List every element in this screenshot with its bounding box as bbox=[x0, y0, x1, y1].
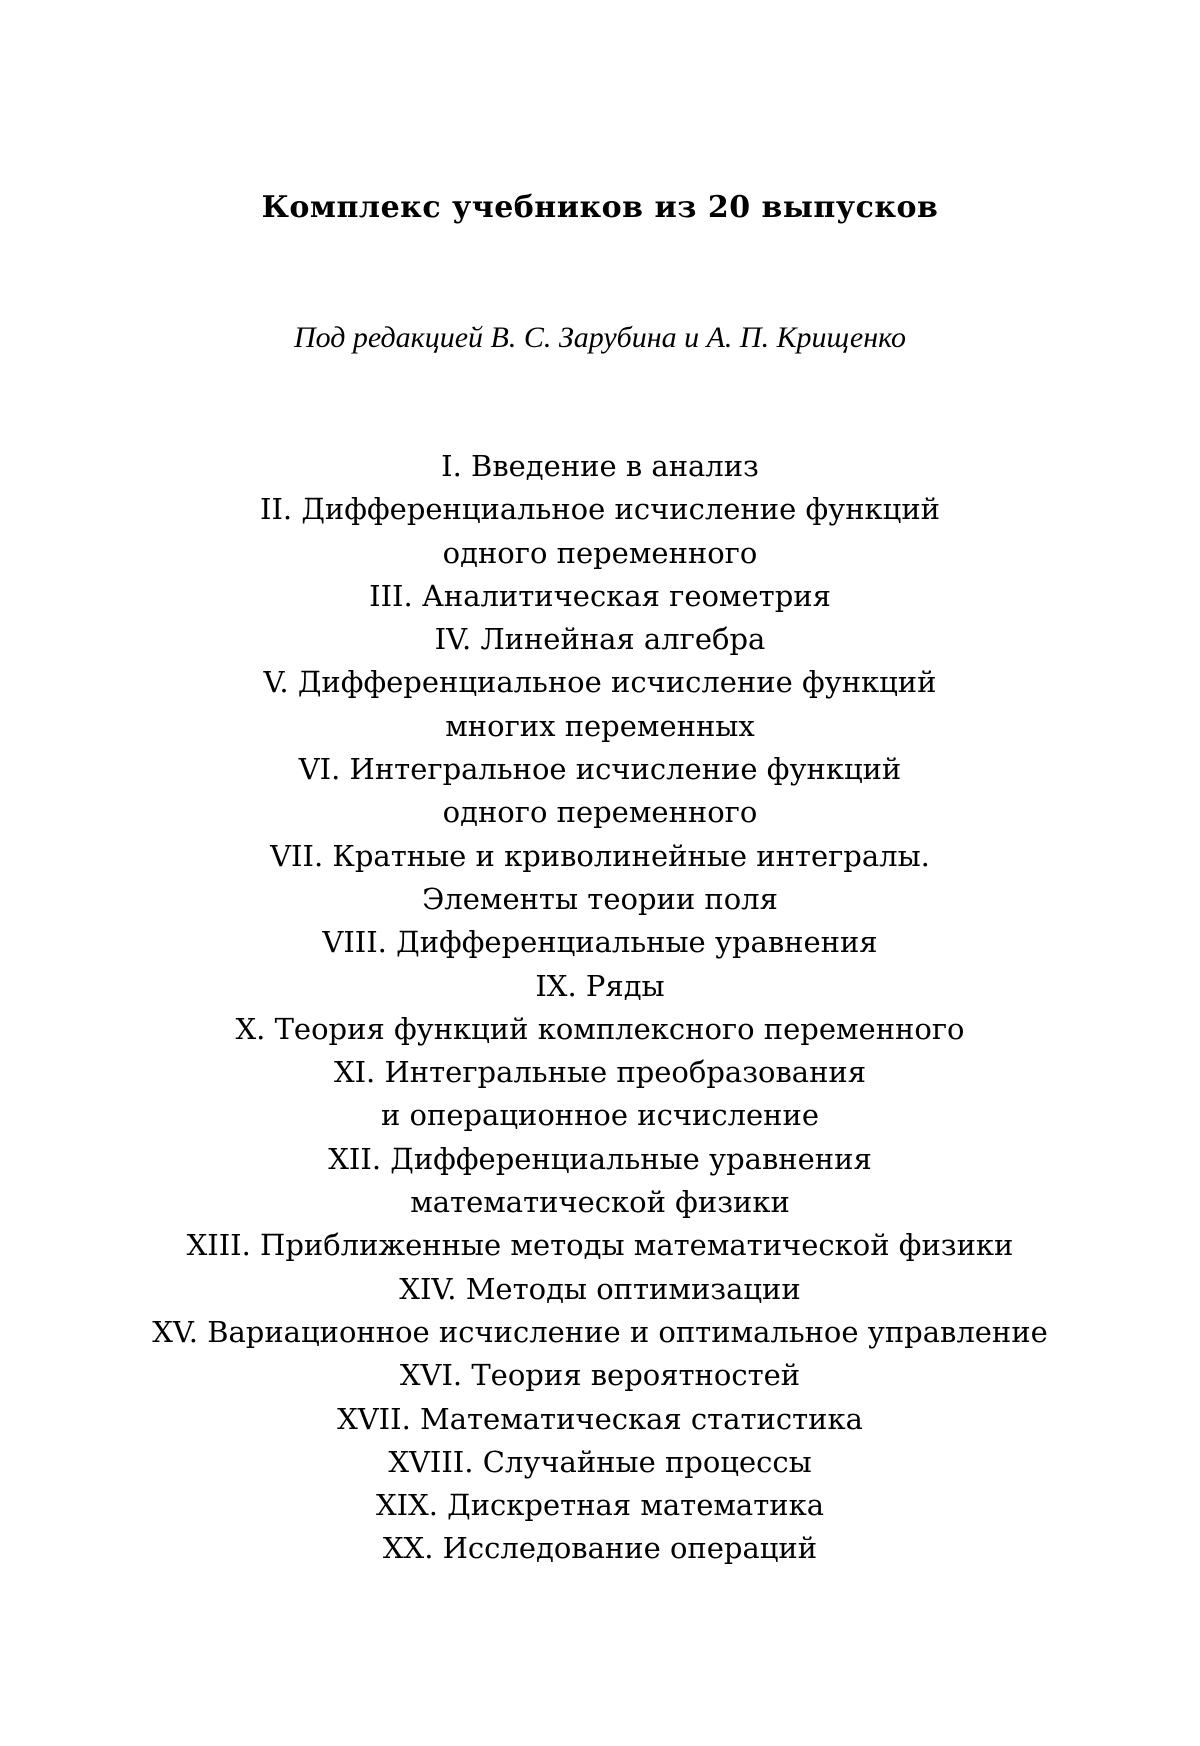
volume-item bbox=[0, 1441, 1200, 1484]
volume-line: XX. Исследование операций bbox=[382, 1531, 818, 1566]
volume-line: многих переменных bbox=[445, 708, 755, 743]
volume-line: XVIII. Случайные процессы bbox=[388, 1444, 812, 1479]
volume-item bbox=[0, 445, 1200, 488]
volume-line: X. Теория функций комплексного переменного bbox=[235, 1011, 965, 1046]
volume-line: II. Дифференциальное исчисление функций bbox=[260, 492, 940, 527]
volume-item bbox=[0, 748, 1200, 835]
volume-list bbox=[0, 445, 1200, 1571]
volume-line: XI. Интегральные преобразования bbox=[333, 1055, 867, 1090]
volume-line: XIII. Приближенные методы математической физики bbox=[186, 1228, 1014, 1263]
volume-line: Элементы теории поля bbox=[422, 881, 778, 916]
volume-item bbox=[0, 1224, 1200, 1267]
volume-item bbox=[0, 965, 1200, 1008]
volume-item bbox=[0, 835, 1200, 922]
volume-item bbox=[0, 1354, 1200, 1397]
volume-line: VIII. Дифференциальные уравнения bbox=[322, 925, 878, 960]
volume-item bbox=[0, 1051, 1200, 1138]
volume-line: XIV. Методы оптимизации bbox=[399, 1271, 801, 1306]
volume-line: I. Введение в анализ bbox=[441, 449, 759, 483]
volume-item bbox=[0, 1008, 1200, 1051]
volume-line: одного переменного bbox=[442, 795, 758, 830]
volume-item bbox=[0, 618, 1200, 661]
editors-line: Под редакцией В. С. Зарубина и А. П. Крищенко bbox=[293, 321, 906, 354]
volume-line: XV. Вариационное исчисление и оптимальное управление bbox=[152, 1314, 1048, 1349]
volume-line: одного переменного bbox=[442, 535, 758, 570]
volume-line: XIX. Дискретная математика bbox=[375, 1488, 825, 1523]
volume-item bbox=[0, 1484, 1200, 1527]
volume-line: XVII. Математическая статистика bbox=[337, 1401, 863, 1436]
volume-item bbox=[0, 1268, 1200, 1311]
volume-item bbox=[0, 921, 1200, 964]
volume-item bbox=[0, 1527, 1200, 1570]
volume-line: IV. Линейная алгебра bbox=[434, 622, 766, 657]
volume-line: VI. Интегральное исчисление функций bbox=[298, 752, 902, 787]
volume-line: математической физики bbox=[410, 1185, 790, 1220]
volume-line: VII. Кратные и криволинейные интегралы. bbox=[270, 838, 930, 873]
volume-item bbox=[0, 1138, 1200, 1225]
volume-item bbox=[0, 488, 1200, 575]
volume-item bbox=[0, 1398, 1200, 1441]
volume-line: и операционное исчисление bbox=[380, 1098, 819, 1133]
volume-line: XVI. Теория вероятностей bbox=[399, 1358, 801, 1393]
volume-line: V. Дифференциальное исчисление функций bbox=[263, 665, 937, 700]
series-title: Комплекс учебников из 20 выпусков bbox=[261, 190, 939, 225]
volume-item bbox=[0, 575, 1200, 618]
volume-line: IX. Ряды bbox=[535, 968, 665, 1003]
volume-line: XII. Дифференциальные уравнения bbox=[328, 1141, 872, 1176]
volume-item bbox=[0, 1311, 1200, 1354]
volume-line: III. Аналитическая геометрия bbox=[369, 578, 831, 613]
volume-item bbox=[0, 661, 1200, 748]
